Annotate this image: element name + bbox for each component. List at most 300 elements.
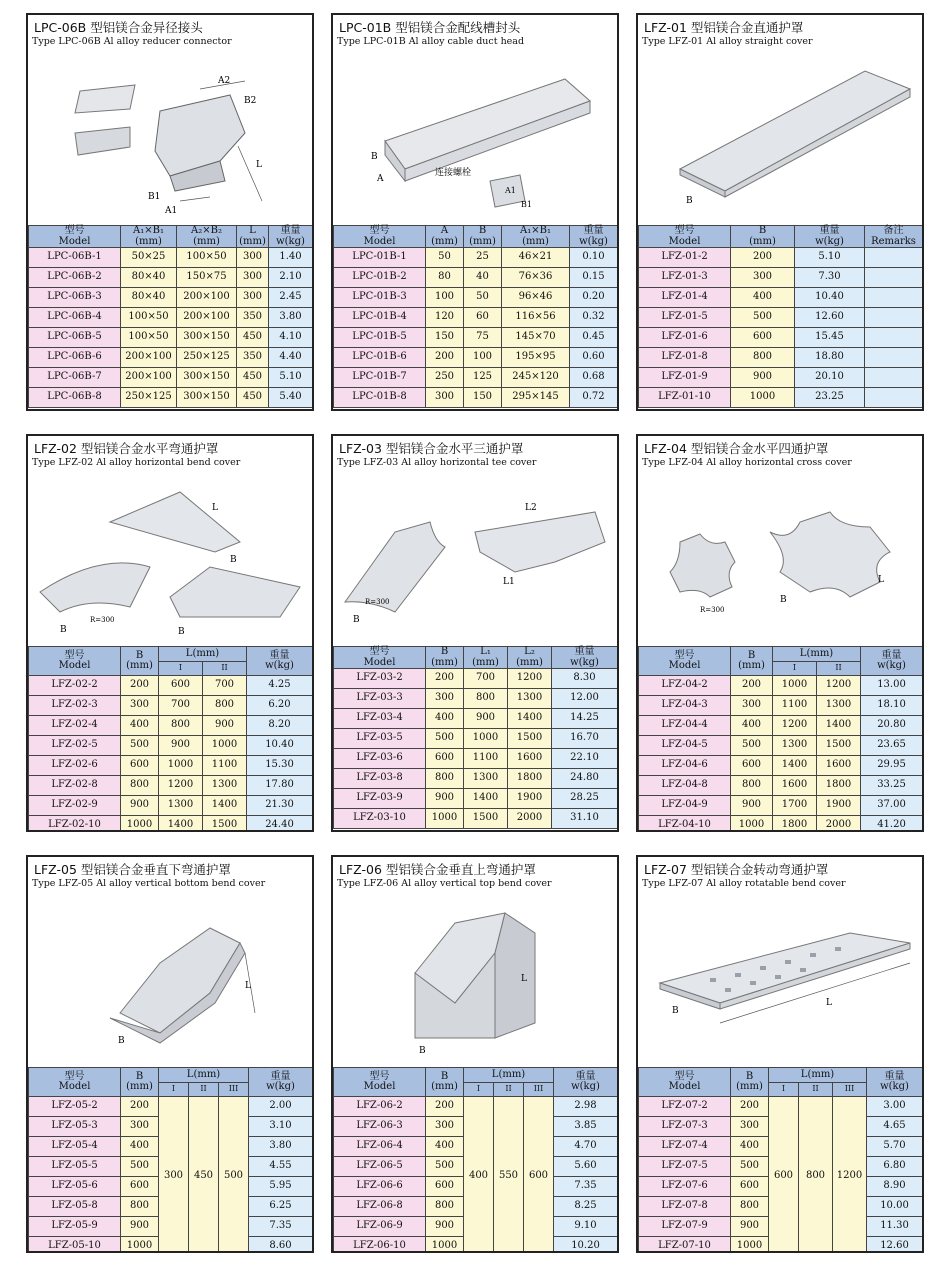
table-body [29, 676, 313, 833]
header-l: L(mm) [464, 1068, 554, 1083]
dimension-cell: 800 [426, 769, 464, 789]
dim-label: B [118, 1036, 125, 1046]
product-diagram [335, 893, 615, 1069]
dim-label: B [178, 627, 185, 637]
panel-lfz-07 [636, 855, 924, 1253]
dimension-cell: 800 [731, 1197, 769, 1217]
model-cell: LPC-06B-5 [29, 328, 121, 348]
table-body [334, 669, 618, 829]
panel-title: LFZ-03 型铝镁合金水平三通护罩 [339, 441, 524, 456]
weight-cell: 8.25 [554, 1197, 618, 1217]
dimension-cell: 900 [121, 1217, 159, 1237]
weight-cell: 8.60 [249, 1237, 313, 1254]
weight-cell: 4.55 [249, 1157, 313, 1177]
table-row [639, 736, 923, 756]
weight-cell: 4.40 [269, 348, 313, 368]
model-cell: LPC-01B-2 [334, 268, 426, 288]
merged-length-cell: 600 [769, 1097, 799, 1254]
header-weight: 重量 w(kg) [867, 1068, 923, 1097]
dimension-cell: 250 [426, 368, 464, 388]
dimension-cell: 2000 [508, 809, 552, 829]
product-diagram [30, 893, 310, 1069]
model-cell: LFZ-06-2 [334, 1097, 426, 1117]
panel-lfz-03 [331, 434, 619, 832]
weight-cell: 0.20 [570, 288, 618, 308]
dimension-cell: 1400 [508, 709, 552, 729]
header-l-i: I [159, 1083, 189, 1097]
table-row [639, 816, 923, 833]
weight-cell: 24.40 [247, 816, 313, 833]
model-cell: LPC-06B-4 [29, 308, 121, 328]
table-row [334, 1097, 618, 1117]
header-l-ii: II [203, 662, 247, 676]
dim-label: A1 [165, 206, 178, 216]
model-cell: LFZ-07-5 [639, 1157, 731, 1177]
dimension-cell: 500 [121, 736, 159, 756]
spec-table [638, 646, 923, 832]
header-weight: 重量 w(kg) [552, 647, 618, 669]
remarks-cell [865, 368, 923, 388]
dimension-cell: 300 [731, 268, 795, 288]
dimension-cell: 1400 [203, 796, 247, 816]
dimension-cell: 1000 [773, 676, 817, 696]
dimension-cell: 300 [426, 1117, 464, 1137]
header-model: 型号 Model [334, 647, 426, 669]
weight-cell: 7.35 [249, 1217, 313, 1237]
table-row [639, 268, 923, 288]
dimension-cell: 200×100 [177, 308, 237, 328]
dimension-cell: 500 [731, 736, 773, 756]
weight-cell: 0.72 [570, 388, 618, 408]
panel-title: LFZ-06 型铝镁合金垂直上弯通护罩 [339, 862, 536, 877]
dimension-cell: 400 [121, 716, 159, 736]
weight-cell: 5.60 [554, 1157, 618, 1177]
dimension-cell: 1500 [464, 809, 508, 829]
dimension-cell: 1200 [817, 676, 861, 696]
dimension-cell: 2000 [817, 816, 861, 833]
dim-label: B2 [244, 96, 257, 106]
merged-length-cell: 450 [189, 1097, 219, 1254]
model-cell: LFZ-07-8 [639, 1197, 731, 1217]
dim-label: A2 [218, 76, 231, 86]
header-model: 型号 Model [334, 226, 426, 248]
dim-label: A1 [505, 186, 516, 195]
model-cell: LFZ-01-9 [639, 368, 731, 388]
header-l-ii: II [799, 1083, 833, 1097]
dimension-cell: 400 [426, 1137, 464, 1157]
reducer-connector-drawing [30, 51, 310, 227]
dimension-cell: 300 [426, 388, 464, 408]
weight-cell: 2.00 [249, 1097, 313, 1117]
dimension-cell: 300×150 [177, 368, 237, 388]
header-model: 型号 Model [29, 647, 121, 676]
model-cell: LPC-01B-3 [334, 288, 426, 308]
header-l: L(mm) [773, 647, 861, 662]
model-cell: LPC-01B-5 [334, 328, 426, 348]
weight-cell: 4.10 [269, 328, 313, 348]
dimension-cell: 800 [203, 696, 247, 716]
panel-lfz-01 [636, 13, 924, 411]
header-weight: 重量 w(kg) [269, 226, 313, 248]
dimension-cell: 800 [426, 1197, 464, 1217]
panel-lfz-06 [331, 855, 619, 1253]
dimension-cell: 600 [426, 1177, 464, 1197]
header-b: B (mm) [121, 1068, 159, 1097]
dimension-cell: 250×125 [121, 388, 177, 408]
dim-label: R=300 [90, 616, 115, 624]
dimension-cell: 900 [731, 796, 773, 816]
dim-label: L [521, 974, 527, 984]
dimension-cell: 400 [731, 1137, 769, 1157]
dimension-cell: 1900 [508, 789, 552, 809]
dimension-cell: 600 [121, 1177, 159, 1197]
dimension-cell: 600 [159, 676, 203, 696]
dimension-cell: 350 [237, 348, 269, 368]
dimension-cell: 800 [464, 689, 508, 709]
header-weight: 重量 w(kg) [554, 1068, 618, 1097]
dim-label: A [377, 174, 384, 184]
panel-lpc-01b [331, 13, 619, 411]
dimension-cell: 100×50 [121, 308, 177, 328]
weight-cell: 37.00 [861, 796, 923, 816]
dimension-cell: 1000 [731, 1237, 769, 1254]
weight-cell: 20.80 [861, 716, 923, 736]
merged-length-cell: 1200 [833, 1097, 867, 1254]
dimension-cell: 1000 [121, 816, 159, 833]
vertical-top-bend-drawing [335, 893, 615, 1069]
dimension-cell: 450 [237, 328, 269, 348]
table-row [334, 368, 618, 388]
table-row [334, 769, 618, 789]
dim-label: B [353, 615, 360, 625]
model-cell: LFZ-04-2 [639, 676, 731, 696]
weight-cell: 0.15 [570, 268, 618, 288]
model-cell: LFZ-03-8 [334, 769, 426, 789]
weight-cell: 15.45 [795, 328, 865, 348]
dimension-cell: 250×125 [177, 348, 237, 368]
model-cell: LPC-06B-8 [29, 388, 121, 408]
spec-table [28, 225, 313, 408]
panel-subtitle: Type LFZ-03 Al alloy horizontal tee cover [337, 457, 537, 468]
model-cell: LFZ-04-6 [639, 756, 731, 776]
header-weight: 重量 w(kg) [247, 647, 313, 676]
dimension-cell: 245×120 [502, 368, 570, 388]
table-row [334, 268, 618, 288]
header-model: 型号 Model [29, 226, 121, 248]
weight-cell: 5.95 [249, 1177, 313, 1197]
dimension-cell: 1000 [121, 1237, 159, 1254]
panel-subtitle: Type LFZ-05 Al alloy vertical bottom bend cover [32, 878, 266, 889]
header-l-iii: III [219, 1083, 249, 1097]
dimension-cell: 400 [731, 716, 773, 736]
model-cell: LFZ-04-4 [639, 716, 731, 736]
weight-cell: 0.32 [570, 308, 618, 328]
header-b: B (mm) [731, 226, 795, 248]
model-cell: LFZ-01-3 [639, 268, 731, 288]
model-cell: LFZ-05-5 [29, 1157, 121, 1177]
table-row [639, 368, 923, 388]
model-cell: LPC-06B-2 [29, 268, 121, 288]
dimension-cell: 1200 [508, 669, 552, 689]
dim-label: R=300 [365, 598, 390, 606]
dimension-cell: 450 [237, 368, 269, 388]
table-row [639, 388, 923, 408]
header-l-i: I [773, 662, 817, 676]
weight-cell: 8.20 [247, 716, 313, 736]
spec-table [638, 225, 923, 408]
dimension-cell: 900 [426, 1217, 464, 1237]
remarks-cell [865, 388, 923, 408]
dim-label: B [371, 152, 378, 162]
header-a1b1: A₁×B₁ (mm) [121, 226, 177, 248]
model-cell: LPC-01B-4 [334, 308, 426, 328]
spec-table [638, 1067, 923, 1253]
panel-title: LFZ-07 型铝镁合金转动弯通护罩 [644, 862, 829, 877]
model-cell: LFZ-02-8 [29, 776, 121, 796]
dimension-cell: 200 [731, 676, 773, 696]
panel-title: LFZ-04 型铝镁合金水平四通护罩 [644, 441, 829, 456]
weight-cell: 5.10 [269, 368, 313, 388]
panel-subtitle: Type LPC-06B Al alloy reducer connector [32, 36, 232, 47]
weight-cell: 0.68 [570, 368, 618, 388]
model-cell: LFZ-07-10 [639, 1237, 731, 1254]
model-cell: LPC-01B-6 [334, 348, 426, 368]
dimension-cell: 1600 [817, 756, 861, 776]
dimension-cell: 500 [426, 729, 464, 749]
dimension-cell: 1800 [773, 816, 817, 833]
weight-cell: 8.30 [552, 669, 618, 689]
merged-length-cell: 550 [494, 1097, 524, 1254]
product-diagram [640, 51, 920, 227]
cable-duct-head-drawing [335, 51, 615, 227]
weight-cell: 3.00 [867, 1097, 923, 1117]
dimension-cell: 800 [159, 716, 203, 736]
model-cell: LFZ-05-3 [29, 1117, 121, 1137]
table-row [334, 388, 618, 408]
weight-cell: 4.25 [247, 676, 313, 696]
model-cell: LFZ-07-4 [639, 1137, 731, 1157]
model-cell: LFZ-06-9 [334, 1217, 426, 1237]
model-cell: LFZ-06-3 [334, 1117, 426, 1137]
dimension-cell: 900 [731, 368, 795, 388]
header-weight: 重量 w(kg) [795, 226, 865, 248]
weight-cell: 10.20 [554, 1237, 618, 1254]
header-l-i: I [159, 662, 203, 676]
weight-cell: 2.98 [554, 1097, 618, 1117]
dimension-cell: 1000 [731, 388, 795, 408]
dimension-cell: 1300 [817, 696, 861, 716]
header-l-ii: II [494, 1083, 524, 1097]
dimension-cell: 75 [464, 328, 502, 348]
header-l2: L₂ (mm) [508, 647, 552, 669]
dim-label: B [686, 196, 693, 206]
weight-cell: 14.25 [552, 709, 618, 729]
model-cell: LPC-01B-8 [334, 388, 426, 408]
table-row [334, 729, 618, 749]
weight-cell: 0.45 [570, 328, 618, 348]
dimension-cell: 900 [159, 736, 203, 756]
dimension-cell: 145×70 [502, 328, 570, 348]
weight-cell: 12.60 [867, 1237, 923, 1254]
model-cell: LFZ-02-2 [29, 676, 121, 696]
dimension-cell: 116×56 [502, 308, 570, 328]
table-row [334, 328, 618, 348]
dimension-cell: 700 [159, 696, 203, 716]
model-cell: LFZ-03-4 [334, 709, 426, 729]
table-row [334, 248, 618, 268]
model-cell: LFZ-06-8 [334, 1197, 426, 1217]
model-cell: LFZ-05-10 [29, 1237, 121, 1254]
table-body [29, 248, 313, 408]
dim-label: B [419, 1046, 426, 1056]
dimension-cell: 1300 [773, 736, 817, 756]
weight-cell: 3.85 [554, 1117, 618, 1137]
dimension-cell: 96×46 [502, 288, 570, 308]
table-row [639, 696, 923, 716]
weight-cell: 41.20 [861, 816, 923, 833]
dimension-cell: 900 [121, 796, 159, 816]
model-cell: LFZ-02-4 [29, 716, 121, 736]
model-cell: LFZ-01-4 [639, 288, 731, 308]
header-model: 型号 Model [639, 647, 731, 676]
dimension-cell: 500 [731, 1157, 769, 1177]
header-a1b1: A₁×B₁ (mm) [502, 226, 570, 248]
dimension-cell: 450 [237, 388, 269, 408]
weight-cell: 18.80 [795, 348, 865, 368]
model-cell: LFZ-03-3 [334, 689, 426, 709]
product-diagram [30, 51, 310, 227]
dimension-cell: 40 [464, 268, 502, 288]
weight-cell: 18.10 [861, 696, 923, 716]
model-cell: LFZ-03-10 [334, 809, 426, 829]
dim-label: L [256, 160, 262, 170]
table-row [29, 776, 313, 796]
table-row [639, 676, 923, 696]
dimension-cell: 200×100 [177, 288, 237, 308]
weight-cell: 0.10 [570, 248, 618, 268]
dimension-cell: 1400 [464, 789, 508, 809]
table-row [29, 348, 313, 368]
dimension-cell: 1200 [159, 776, 203, 796]
dimension-cell: 195×95 [502, 348, 570, 368]
dimension-cell: 150 [464, 388, 502, 408]
panel-lfz-05 [26, 855, 314, 1253]
dimension-cell: 1000 [426, 1237, 464, 1254]
remarks-cell [865, 348, 923, 368]
dim-label: B1 [148, 192, 161, 202]
model-cell: LFZ-02-6 [29, 756, 121, 776]
table-row [334, 709, 618, 729]
weight-cell: 5.70 [867, 1137, 923, 1157]
dimension-cell: 1500 [508, 729, 552, 749]
header-model: 型号 Model [334, 1068, 426, 1097]
model-cell: LFZ-02-5 [29, 736, 121, 756]
table-row [29, 816, 313, 833]
header-b: B (mm) [121, 647, 159, 676]
table-row [334, 749, 618, 769]
model-cell: LFZ-07-6 [639, 1177, 731, 1197]
table-row [639, 248, 923, 268]
model-cell: LFZ-06-4 [334, 1137, 426, 1157]
weight-cell: 9.10 [554, 1217, 618, 1237]
model-cell: LFZ-03-5 [334, 729, 426, 749]
panel-subtitle: Type LFZ-07 Al alloy rotatable bend cover [642, 878, 846, 889]
table-row [29, 288, 313, 308]
dim-label: L1 [503, 577, 515, 587]
rotatable-bend-drawing [640, 893, 920, 1069]
weight-cell: 12.60 [795, 308, 865, 328]
dimension-cell: 100 [464, 348, 502, 368]
table-row [639, 1097, 923, 1117]
weight-cell: 12.00 [552, 689, 618, 709]
vertical-bottom-bend-drawing [30, 893, 310, 1069]
header-b: B (mm) [731, 647, 773, 676]
product-diagram [640, 472, 920, 648]
dimension-cell: 200 [426, 669, 464, 689]
dimension-cell: 1100 [464, 749, 508, 769]
header-model: 型号 Model [639, 226, 731, 248]
dimension-cell: 600 [426, 749, 464, 769]
weight-cell: 31.10 [552, 809, 618, 829]
dimension-cell: 1800 [817, 776, 861, 796]
dimension-cell: 125 [464, 368, 502, 388]
remarks-cell [865, 248, 923, 268]
table-row [29, 1097, 313, 1117]
model-cell: LPC-06B-3 [29, 288, 121, 308]
table-row [334, 348, 618, 368]
table-row [639, 308, 923, 328]
dimension-cell: 200×100 [121, 348, 177, 368]
dimension-cell: 50 [426, 248, 464, 268]
dimension-cell: 400 [121, 1137, 159, 1157]
dimension-cell: 900 [731, 1217, 769, 1237]
merged-length-cell: 600 [524, 1097, 554, 1254]
model-cell: LFZ-04-5 [639, 736, 731, 756]
horizontal-bend-drawing [30, 472, 310, 648]
dimension-cell: 200 [731, 1097, 769, 1117]
dim-label: B [672, 1006, 679, 1016]
dimension-cell: 1000 [426, 809, 464, 829]
weight-cell: 7.35 [554, 1177, 618, 1197]
dimension-cell: 800 [121, 1197, 159, 1217]
weight-cell: 10.40 [247, 736, 313, 756]
dimension-cell: 200 [426, 1097, 464, 1117]
panel-subtitle: Type LFZ-02 Al alloy horizontal bend cover [32, 457, 241, 468]
dimension-cell: 200×100 [121, 368, 177, 388]
panel-lpc-06b [26, 13, 314, 411]
panel-subtitle: Type LPC-01B Al alloy cable duct head [337, 36, 525, 47]
dimension-cell: 200 [426, 348, 464, 368]
dimension-cell: 1400 [817, 716, 861, 736]
weight-cell: 7.30 [795, 268, 865, 288]
table-row [29, 328, 313, 348]
dimension-cell: 80×40 [121, 268, 177, 288]
panel-title: LFZ-02 型铝镁合金水平弯通护罩 [34, 441, 219, 456]
panel-title: LFZ-01 型铝镁合金直通护罩 [644, 20, 804, 35]
model-cell: LFZ-04-8 [639, 776, 731, 796]
dimension-cell: 25 [464, 248, 502, 268]
dimension-cell: 1400 [159, 816, 203, 833]
model-cell: LFZ-04-9 [639, 796, 731, 816]
dimension-cell: 300 [426, 689, 464, 709]
panel-title: LFZ-05 型铝镁合金垂直下弯通护罩 [34, 862, 231, 877]
header-l-i: I [464, 1083, 494, 1097]
weight-cell: 20.10 [795, 368, 865, 388]
header-a2b2: A₂×B₂ (mm) [177, 226, 237, 248]
dim-label: L [212, 503, 218, 513]
weight-cell: 6.25 [249, 1197, 313, 1217]
product-diagram [335, 472, 615, 648]
